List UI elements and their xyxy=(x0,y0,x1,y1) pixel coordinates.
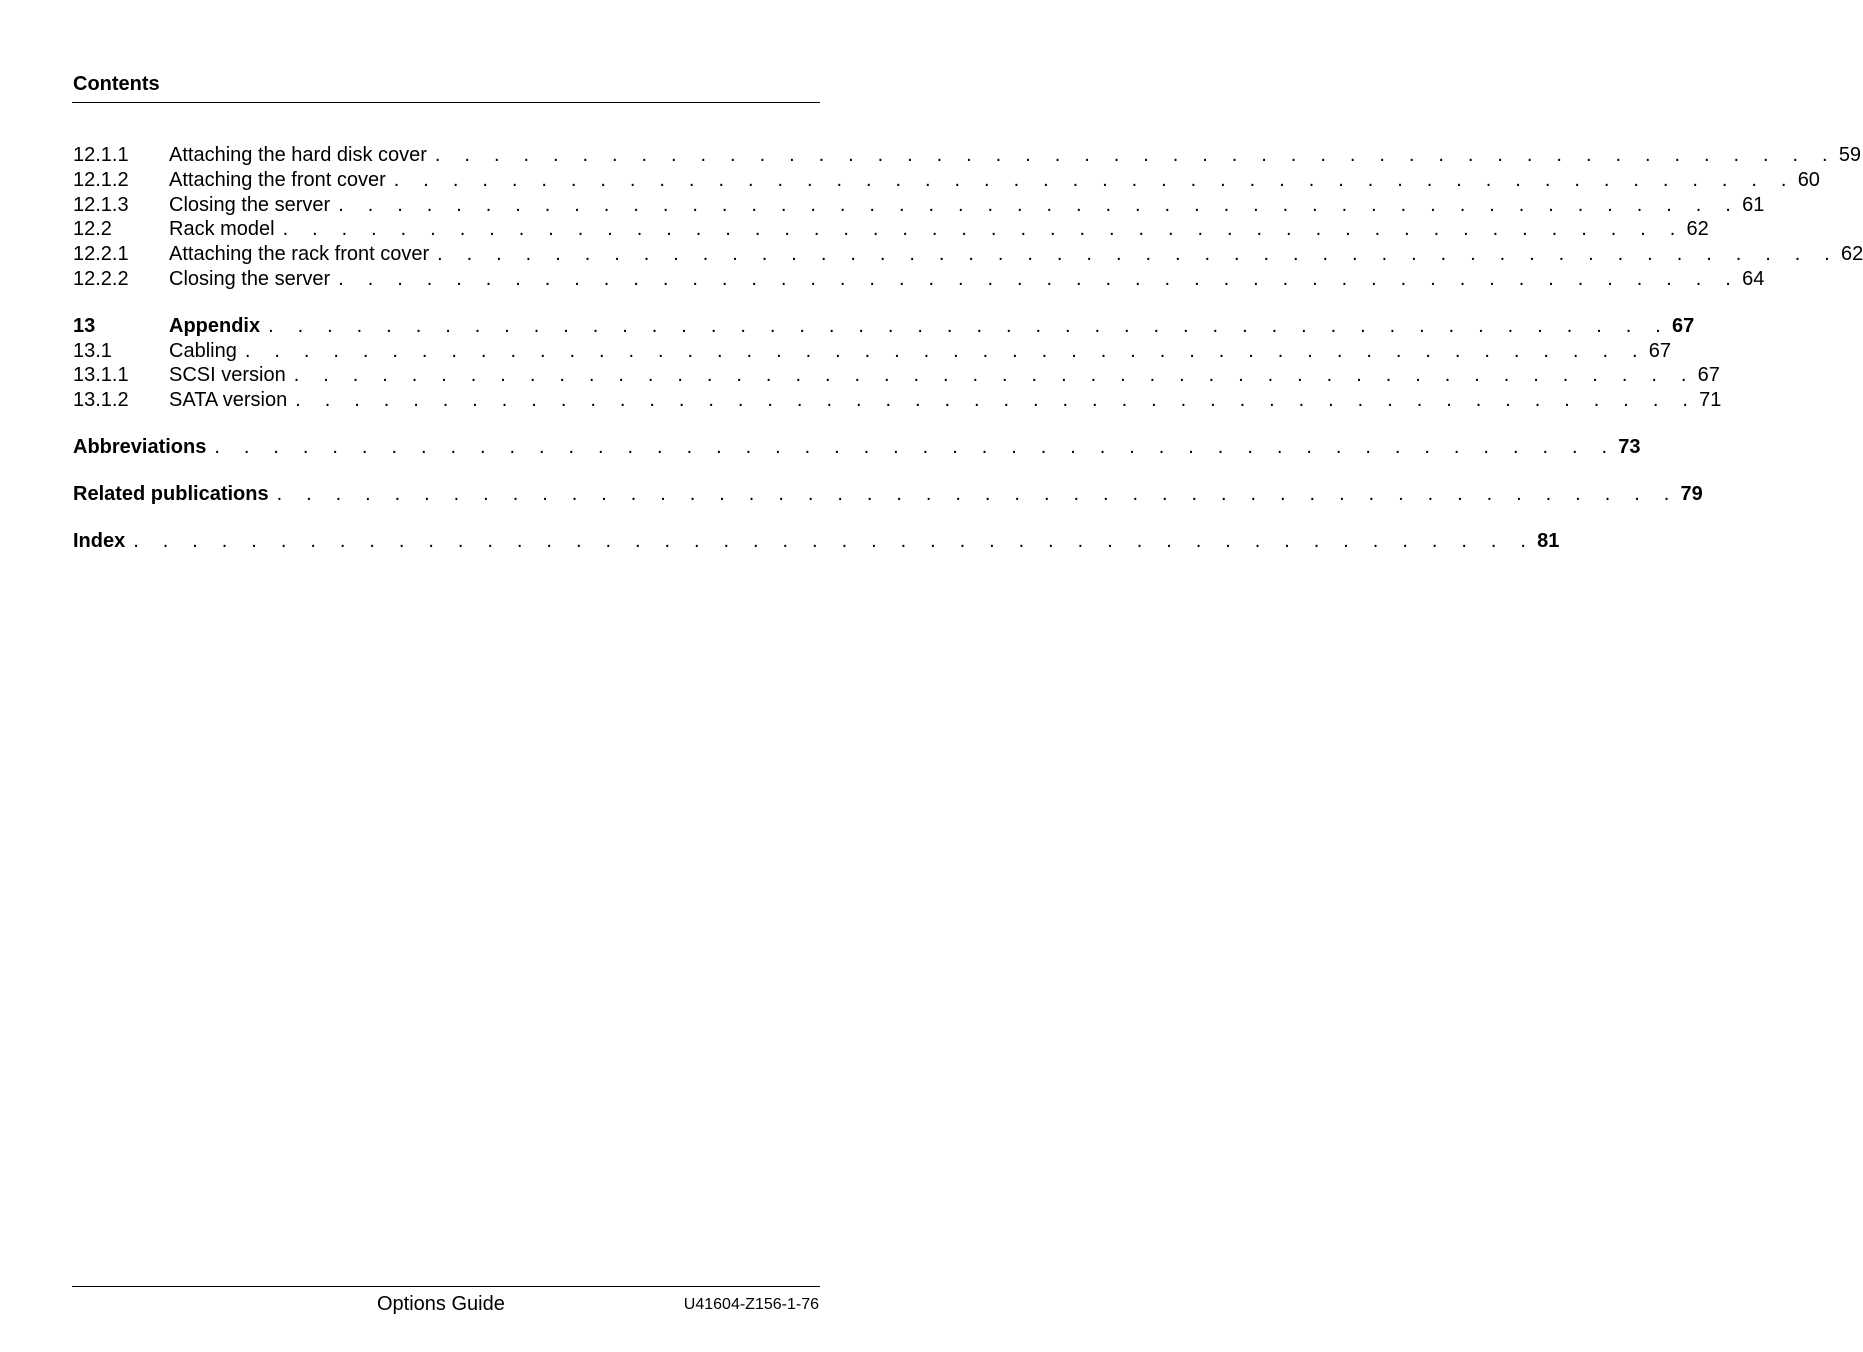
toc-entry-number: 12.2 xyxy=(73,218,112,241)
toc-chapter-entry[interactable] xyxy=(73,529,1560,554)
toc-entry[interactable] xyxy=(73,168,1820,193)
toc-chapter-entry[interactable] xyxy=(73,482,1703,507)
toc-entry-number: 12.1.3 xyxy=(73,193,129,216)
toc-entry-page: 79 xyxy=(1680,482,1703,505)
toc-entry-page: 67 xyxy=(1648,339,1671,362)
toc-entry[interactable] xyxy=(73,193,1765,218)
toc-chapter-entry[interactable] xyxy=(73,314,1695,339)
toc-entry-number: 13 xyxy=(73,314,96,337)
toc-entry-title: Index xyxy=(73,529,126,552)
toc-entry-title: Closing the server xyxy=(169,193,331,216)
toc-chapter-entry[interactable] xyxy=(73,435,1641,460)
toc-entry-title: Closing the server xyxy=(169,267,331,290)
toc-dot-leader: . . . . . . . . . . . . . . . . . . . . . . . . . . . . . . . . . . . . . . . . . . . . . . . . xyxy=(295,389,1698,412)
toc-entry-number: 12.1.1 xyxy=(73,144,129,166)
toc-entry-page: 67 xyxy=(1697,364,1720,387)
toc-entry-number: 12.2.2 xyxy=(73,267,129,290)
toc-dot-leader: . . . . . . . . . . . . . . . . . . . . . . . . . . . . . . . . . . . . . . . . . . . . . . . . xyxy=(393,168,1796,191)
toc-entry-number: 13.1.2 xyxy=(73,389,129,412)
toc-entry-title: Attaching the front cover xyxy=(169,168,386,191)
toc-entry[interactable] xyxy=(73,242,1863,267)
toc-dot-leader: . . . . . . . . . . . . . . . . . . . . . . . . . . . . . . . . . . . . . . . . . . . . . . . . xyxy=(338,267,1741,290)
toc-entry-number: 13.1.1 xyxy=(73,364,129,387)
toc-entry-title: Related publications xyxy=(73,482,269,505)
toc-entry-page: 62 xyxy=(1841,243,1863,266)
toc-entry-page: 81 xyxy=(1537,529,1560,552)
toc-dot-leader: . . . . . . . . . . . . . . . . . . . . . . . . . . . . . . . . . . . . . . . . . . . . . . . . xyxy=(338,193,1741,216)
toc-dot-leader: . . . . . . . . . . . . . . . . . . . . . . . . . . . . . . . . . . . . . . . . . . . . . . . . xyxy=(293,364,1696,387)
toc-dot-leader: . . . . . . . . . . . . . . . . . . . . . . . . . . . . . . . . . . . . . . . . . . . . . . . . xyxy=(282,218,1685,241)
table-of-contents xyxy=(73,143,1863,553)
toc-dot-leader: . . . . . . . . . . . . . . . . . . . . . . . . . . . . . . . . . . . . . . . . . . . . . . . . xyxy=(244,339,1647,362)
toc-entry-title: Attaching the rack front cover xyxy=(169,243,430,266)
toc-entry[interactable] xyxy=(73,267,1765,292)
toc-entry[interactable] xyxy=(73,217,1709,242)
header-divider xyxy=(72,102,820,103)
footer-divider xyxy=(72,1286,820,1287)
toc-entry-page: 67 xyxy=(1672,314,1695,337)
footer-document-code: U41604-Z156-1-76 xyxy=(683,1296,819,1313)
toc-entry-title: Rack model xyxy=(169,218,275,241)
toc-entry-title: Attaching the hard disk cover xyxy=(169,144,427,166)
toc-dot-leader: . . . . . . . . . . . . . . . . . . . . . . . . . . . . . . . . . . . . . . . . . . . . . . . . xyxy=(434,144,1837,166)
toc-entry[interactable] xyxy=(73,339,1671,364)
toc-entry-number: 12.1.2 xyxy=(73,168,129,191)
toc-entry-number: 12.2.1 xyxy=(73,243,129,266)
toc-dot-leader: . . . . . . . . . . . . . . . . . . . . . . . . . . . . . . . . . . . . . . . . . . . . . . . . xyxy=(214,435,1617,458)
toc-entry-page: 60 xyxy=(1797,168,1820,191)
toc-entry[interactable] xyxy=(73,363,1720,388)
toc-dot-leader: . . . . . . . . . . . . . . . . . . . . . . . . . . . . . . . . . . . . . . . . . . . . . . . . xyxy=(133,529,1536,552)
toc-entry-page: 71 xyxy=(1699,389,1722,412)
toc-entry-title: SATA version xyxy=(169,389,288,412)
toc-entry[interactable] xyxy=(73,388,1722,413)
toc-entry-title: Appendix xyxy=(169,314,261,337)
toc-dot-leader: . . . . . . . . . . . . . . . . . . . . . . . . . . . . . . . . . . . . . . . . . . . . . . . . xyxy=(276,482,1679,505)
footer-document-title: Options Guide xyxy=(377,1293,505,1315)
toc-entry-title: Cabling xyxy=(169,339,237,362)
toc-entry-page: 62 xyxy=(1686,218,1709,241)
page-header-title: Contents xyxy=(73,73,160,95)
toc-entry-page: 64 xyxy=(1742,267,1765,290)
toc-entry-page: 59 xyxy=(1838,144,1862,166)
toc-entry-title: SCSI version xyxy=(169,364,286,387)
toc-entry-number: 13.1 xyxy=(73,339,112,362)
toc-dot-leader: . . . . . . . . . . . . . . . . . . . . . . . . . . . . . . . . . . . . . . . . . . . . . . . . xyxy=(437,243,1840,266)
toc-dot-leader: . . . . . . . . . . . . . . . . . . . . . . . . . . . . . . . . . . . . . . . . . . . . . . . . xyxy=(268,314,1671,337)
toc-entry-title: Abbreviations xyxy=(73,435,207,458)
toc-entry-page: 61 xyxy=(1742,193,1765,216)
toc-entry-page: 73 xyxy=(1618,435,1641,458)
toc-entry[interactable] xyxy=(73,143,1862,168)
